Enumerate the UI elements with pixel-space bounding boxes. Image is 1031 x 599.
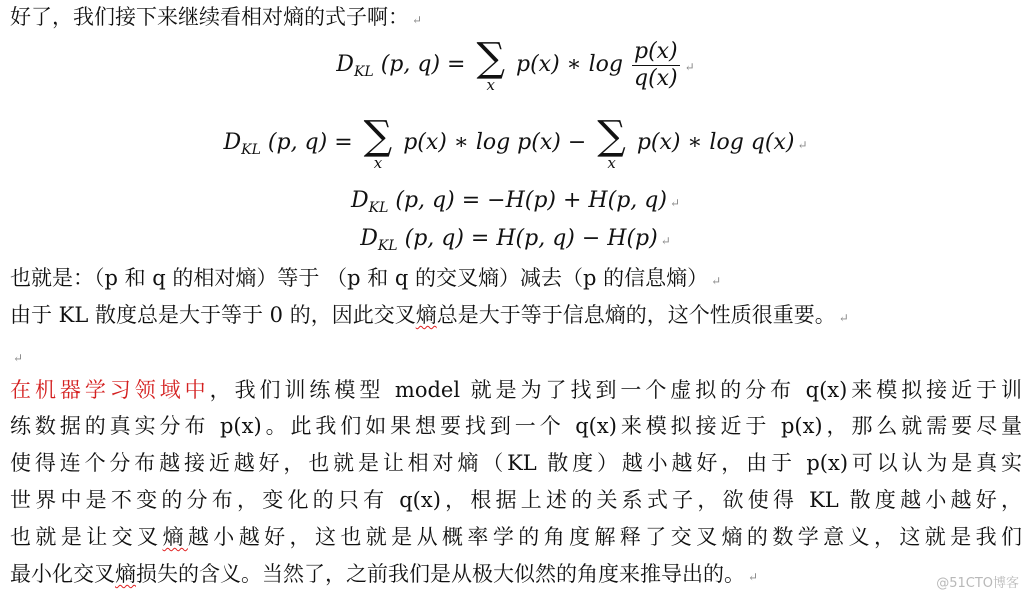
paragraph-line-5: 也就是让交叉熵越小越好，这也就是从概率学的角度解释了交叉熵的数学意义，这就是我们 — [10, 525, 1023, 549]
paragraph-mark-icon: ↵ — [711, 274, 722, 288]
equation-4: $D_{KL}$ (p, q) = H(p, q) − H(p) ↵ — [360, 226, 671, 254]
fraction: $\frac{p(x)}{q(x)}$ — [633, 38, 678, 91]
paragraph-line-1: 在机器学习领域中，我们训练模型 model 就是为了找到一个虚拟的分布 q(x)来模拟接近于训 — [10, 378, 1023, 402]
sum-symbol: ∑ x — [363, 113, 393, 172]
paragraph-mark-icon: ↵ — [748, 570, 759, 584]
paragraph-mark-icon: ↵ — [684, 60, 695, 74]
paragraph-mark-icon: ↵ — [660, 234, 671, 248]
sum-symbol: ∑ x — [597, 113, 626, 172]
equation-3: $D_{KL}$ (p, q) = −H(p) + H(p, q) ↵ — [350, 188, 680, 216]
paragraph-mark-icon: ↵ — [669, 196, 680, 210]
spellcheck-word: 熵 — [415, 303, 437, 327]
highlight-text: 在机器学习领域中 — [10, 378, 210, 402]
paragraph-line-3: 使得连个分布越接近越好，也就是让相对熵（KL 散度）越小越好，由于 p(x)可以认为是真实 — [10, 451, 1022, 475]
equation-2: $D_{KL}$ (p, q) = ∑ x p(x) ∗ log p(x) − ∑ x p(x) ∗ log q(x) ↵ — [223, 113, 808, 172]
paragraph-mark-icon: ↵ — [412, 13, 423, 27]
intro-line: 好了，我们接下来继续看相对熵的式子啊： ↵ — [10, 5, 423, 29]
text-line-1: 也就是：（p 和 q 的相对熵）等于 （p 和 q 的交叉熵）减去（p 的信息熵） ↵ — [10, 266, 722, 290]
watermark: @51CTO博客 — [936, 576, 1019, 591]
equation-1: $D_{KL}$ (p, q) = ∑ x p(x) ∗ log $\frac{p(x)}{q(x)}$ ↵ — [336, 35, 695, 94]
paragraph-mark-icon: ↵ — [13, 351, 24, 365]
paragraph-line-6: 最小化交叉熵损失的含义。当然了，之前我们是从极大似然的角度来推导出的。 ↵ — [10, 562, 759, 586]
text-line-2: 由于 KL 散度总是大于等于 0 的，因此交叉熵总是大于等于信息熵的，这个性质很重要。 ↵ — [10, 303, 849, 327]
sum-symbol: ∑ x — [476, 35, 506, 94]
spellcheck-word: 熵 — [115, 562, 136, 586]
paragraph-mark-icon: ↵ — [838, 311, 849, 325]
empty-paragraph — [10, 340, 1022, 373]
paragraph-line-4: 世界中是不变的分布，变化的只有 q(x)，根据上述的关系式子，欲使得 KL 散度越小越好， — [10, 488, 1022, 512]
paragraph-line-2: 练数据的真实分布 p(x)。此我们如果想要找到一个 q(x)来模拟接近于 p(x)，那么就需要尽量 — [10, 414, 1022, 438]
spellcheck-word: 熵 — [162, 525, 188, 549]
paragraph-mark-icon: ↵ — [797, 138, 808, 152]
